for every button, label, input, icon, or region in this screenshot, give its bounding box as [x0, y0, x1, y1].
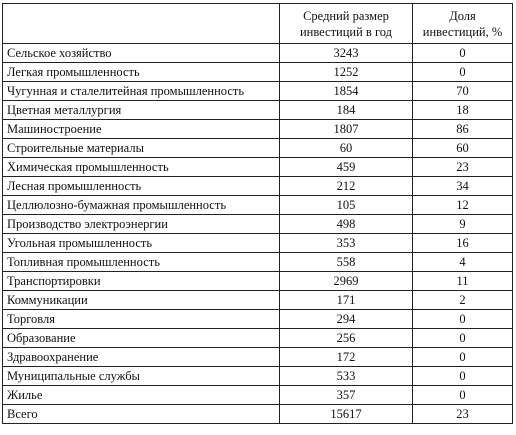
average-investment-cell: 2969 — [280, 272, 413, 291]
sector-name-cell: Химическая промышленность — [3, 158, 280, 177]
table-row — [3, 158, 513, 177]
average-investment-cell: 171 — [280, 291, 413, 310]
investment-share-cell: 18 — [413, 101, 513, 120]
header-average-investment-line2: инвестиций в год — [299, 24, 393, 39]
average-investment-cell: 105 — [280, 196, 413, 215]
table-row — [3, 253, 513, 272]
header-investment-share — [413, 4, 513, 44]
investment-share-cell: 34 — [413, 177, 513, 196]
table-row — [3, 272, 513, 291]
investment-share-cell: 0 — [413, 367, 513, 386]
table-row — [3, 120, 513, 139]
average-investment-cell: 533 — [280, 367, 413, 386]
table-body — [3, 44, 513, 424]
investment-share-cell: 0 — [413, 329, 513, 348]
table-row — [3, 329, 513, 348]
investment-share-cell: 9 — [413, 215, 513, 234]
sector-name-cell: Цветная металлургия — [3, 101, 280, 120]
average-investment-cell: 294 — [280, 310, 413, 329]
sector-name-cell: Всего — [3, 405, 280, 424]
header-investment-share-line2: инвестиций, % — [422, 24, 503, 39]
investment-share-cell: 0 — [413, 44, 513, 63]
sector-name-cell: Угольная промышленность — [3, 234, 280, 253]
average-investment-cell: 15617 — [280, 405, 413, 424]
investment-share-cell: 0 — [413, 386, 513, 405]
investment-share-cell: 86 — [413, 120, 513, 139]
average-investment-cell: 1807 — [280, 120, 413, 139]
header-investment-share-line1: Доля — [449, 8, 476, 23]
average-investment-cell: 1252 — [280, 63, 413, 82]
sector-name-cell: Образование — [3, 329, 280, 348]
header-average-investment — [280, 4, 413, 44]
sector-name-cell: Чугунная и сталелитейная промышленность — [3, 82, 280, 101]
investment-share-cell: 11 — [413, 272, 513, 291]
table-row — [3, 405, 513, 424]
investment-share-cell: 23 — [413, 405, 513, 424]
table-row — [3, 348, 513, 367]
average-investment-cell: 184 — [280, 101, 413, 120]
header-average-investment-line1: Средний размер — [303, 8, 389, 23]
sector-name-cell: Машиностроение — [3, 120, 280, 139]
sector-name-cell: Сельское хозяйство — [3, 44, 280, 63]
table-row — [3, 82, 513, 101]
sector-name-cell: Коммуникации — [3, 291, 280, 310]
investment-share-cell: 0 — [413, 310, 513, 329]
investment-share-cell: 70 — [413, 82, 513, 101]
sector-name-cell: Здравоохранение — [3, 348, 280, 367]
sector-name-cell: Легкая промышленность — [3, 63, 280, 82]
table-row — [3, 234, 513, 253]
table-row — [3, 291, 513, 310]
table-row — [3, 310, 513, 329]
average-investment-cell: 353 — [280, 234, 413, 253]
table-row — [3, 44, 513, 63]
investment-share-cell: 12 — [413, 196, 513, 215]
investment-table — [2, 3, 513, 424]
sector-name-cell: Транспортировки — [3, 272, 280, 291]
sector-name-cell: Целлюлозно-бумажная промышленность — [3, 196, 280, 215]
table-row — [3, 177, 513, 196]
table-row — [3, 63, 513, 82]
sector-name-cell: Строительные материалы — [3, 139, 280, 158]
table-header — [3, 4, 513, 44]
table-row — [3, 139, 513, 158]
header-row — [3, 4, 513, 44]
average-investment-cell: 498 — [280, 215, 413, 234]
average-investment-cell: 172 — [280, 348, 413, 367]
investment-share-cell: 60 — [413, 139, 513, 158]
sector-name-cell: Жилье — [3, 386, 280, 405]
investment-share-cell: 0 — [413, 63, 513, 82]
average-investment-cell: 1854 — [280, 82, 413, 101]
table-row — [3, 101, 513, 120]
average-investment-cell: 558 — [280, 253, 413, 272]
average-investment-cell: 256 — [280, 329, 413, 348]
header-sector — [3, 4, 280, 44]
investment-share-cell: 4 — [413, 253, 513, 272]
sector-name-cell: Лесная промышленность — [3, 177, 280, 196]
table-row — [3, 367, 513, 386]
table-row — [3, 215, 513, 234]
average-investment-cell: 60 — [280, 139, 413, 158]
average-investment-cell: 212 — [280, 177, 413, 196]
table-row — [3, 386, 513, 405]
sector-name-cell: Торговля — [3, 310, 280, 329]
average-investment-cell: 3243 — [280, 44, 413, 63]
sector-name-cell: Топливная промышленность — [3, 253, 280, 272]
sector-name-cell: Муниципальные службы — [3, 367, 280, 386]
average-investment-cell: 357 — [280, 386, 413, 405]
table-row — [3, 196, 513, 215]
investment-share-cell: 23 — [413, 158, 513, 177]
investment-share-cell: 2 — [413, 291, 513, 310]
sector-name-cell: Производство электроэнергии — [3, 215, 280, 234]
investment-share-cell: 16 — [413, 234, 513, 253]
average-investment-cell: 459 — [280, 158, 413, 177]
investment-share-cell: 0 — [413, 348, 513, 367]
